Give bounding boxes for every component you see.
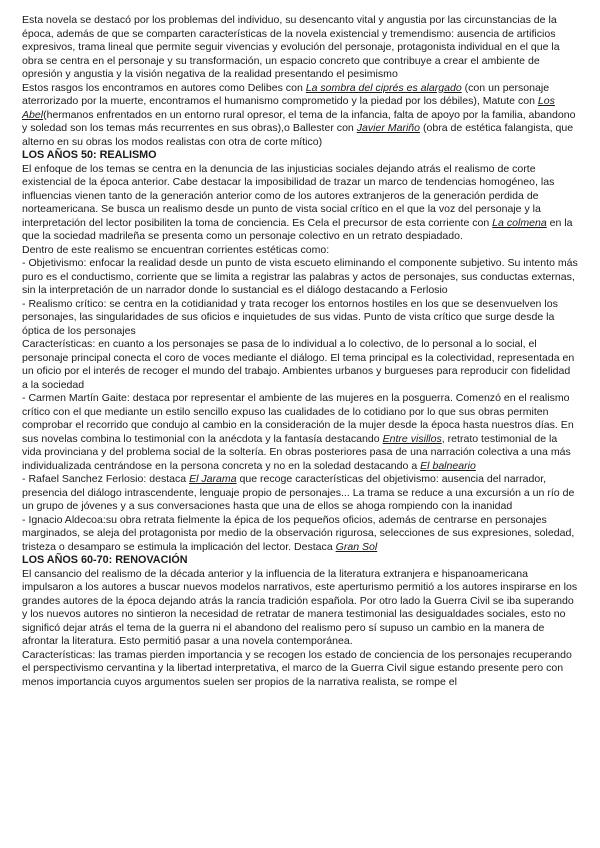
paragraph-text: Características: las tramas pierden importancia y se recogen los estado de conciencia de los personajes recuperando el perspectivismo cervantina y la libertad interpretativa, el marco de la Guerra Civil sigue estando presente pero con menos importancia cuyos argumentos suelen ser propios de la narrativa realista, se rompe el	[22, 648, 572, 688]
para-realismo-1	[22, 163, 578, 244]
paragraph-text: - Realismo crítico: se centra en la cotidianidad y trata recoger los entornos hostiles en los que se desenvuelven los personajes, las singularidades de sus oficios e inquietudes de sus vidas. Punto de vista crítico que surge desde la óptica de los personajes	[22, 297, 558, 337]
paragraph-text: que recoge características del objetivismo: ausencia del narrador, presencia del diálogo intrascendente, lenguaje propio de personajes... La trama se reduce a una excursión a un río de un grupo de jóvenes y a sus conversaciones hasta que una de ellos se ahoga rompiendo con la inanidad	[22, 473, 575, 512]
para-realismo-2	[22, 244, 578, 258]
heading-text: LOS AÑOS 60-70: RENOVACIÓN	[22, 554, 188, 566]
paragraph-text: - Rafael Sanchez Ferlosio: destaca	[22, 473, 190, 485]
para-realismo-critico	[22, 298, 578, 339]
work-title-link[interactable]: La colmena	[492, 216, 547, 229]
para-objetivismo	[22, 257, 578, 298]
para-aldecoa	[22, 514, 578, 555]
work-title-link[interactable]: Los Abel	[22, 95, 555, 121]
paragraph-text: - Ignacio Aldecoa:su obra retrata fielmente la épica de los pequeños oficios, además de centrarse en personajes marginados, se aleja del protagonista por medio de la observación rigurosa, selecciones de sus expresiones, soledad, tristeza o desamparo se estimula la implicación del lector. Destaca	[22, 513, 575, 553]
paragraph-text: Dentro de este realismo se encuentran corrientes estéticas como:	[22, 243, 330, 256]
paragraph-text: Esta novela se destacó por los problemas del individuo, su desencanto vital y angustia por las circunstancias de la época, además de que se comparten características de la novela existencial y tremendismo: ausencia de artificios expresivos, trama lineal que permite seguir vivencias y evolución del personaje, protagonista individual en el que la obra se centra en el personaje y su transformación, un espacio concreto que contribuye a crear el ambiente de opresión y angustia y la visión negativa de la realidad presentando el pesimismo	[22, 14, 560, 80]
work-title-link[interactable]: Gran Sol	[335, 540, 378, 553]
paragraph-text: (obra de estética falangista, que alterno en su obras los modos realistas con otra de corte mítico)	[22, 122, 574, 148]
paragraph-text: El cansancio del realismo de la década anterior y la influencia de la literatura extranjera e hispanoamericana impulsaron a los autores a buscar nuevos modelos narrativos, este aperturismo permitió a los autores inspirarse en los grandes autores de la época dejando atrás la rancia tradición española. Por otro lado la Guerra Civil se iba superando y los nuevos autores no sintieron la necesidad de retratar de manera testimonial las desigualdades sociales, esto no significó dejar atrás el tema de la guerra ni el abandono del realismo pero sí supuso un cambio en la manera de afrontar la literatura. Esto permitió pasar a una novela contemporánea.	[22, 567, 578, 647]
heading-anos-50	[22, 149, 578, 163]
paragraph-text: (hermanos enfrentados en un entorno rural opresor, el tema de la infancia, falta de apoyo por la familia, abandono y soledad son los temas más recurrentes en sus obras),o Ballester con	[22, 108, 576, 134]
para-intro-1	[22, 14, 578, 82]
para-caracteristicas-60	[22, 649, 578, 690]
para-renovacion-1	[22, 568, 578, 649]
paragraph-text: Características: en cuanto a los personajes se pasa de lo individual a lo colectivo, de lo personal a lo social, el personaje principal conecta el coro de voces mediante el diálogo. El tema principal es la colectividad, representada en un oficio por el interés de recoger el mundo del trabajo. Ambientes urbanos y burgueses para reproducir con fidelidad a la sociedad	[22, 338, 575, 391]
para-intro-2	[22, 82, 578, 150]
work-title-link[interactable]: El Jarama	[189, 473, 237, 485]
work-title-link[interactable]: Javier Mariño	[356, 122, 421, 134]
heading-text: LOS AÑOS 50: REALISMO	[22, 149, 157, 161]
paragraph-text: (con un personaje aterrorizado por la muerte, encontramos el humanismo comprometido y la piedad por los débiles), Matute con	[22, 81, 550, 107]
work-title-link[interactable]: Entre visillos	[382, 432, 442, 445]
para-martin-gaite	[22, 392, 578, 473]
paragraph-text: , retrato testimonial de la vida provinciana y del problema social de la soltería. En obras posteriores pasa de una narración colectiva a una más individualizada centrándose en la persona concreta y no en la soledad destacando a	[22, 432, 571, 472]
work-title-link[interactable]: La sombra del ciprés es alargado	[305, 81, 462, 94]
paragraph-text: - Carmen Martín Gaite: destaca por representar el ambiente de las mujeres en la posguerra. Comenzó en el realismo crítico con el que mediante un estilo sencillo expuso las cualidades de lo cotidiano por lo que sus obras permiten comprobar el recorrido que condujo al cambio en la consideración de la mujer desde la época hasta nuestros días. En sus novelas combina lo testimonial con la anécdota y la fantasía destacando	[22, 392, 574, 445]
paragraph-text: Estos rasgos los encontramos en autores como Delibes con	[22, 81, 306, 94]
work-title-link[interactable]: El balneario	[420, 459, 476, 472]
para-ferlosio	[22, 473, 578, 514]
para-caracteristicas-50	[22, 338, 578, 392]
paragraph-text: en la que la sociedad madrileña se presenta como un personaje colectivo en un retrato despiadado.	[22, 216, 573, 242]
paragraph-text: El enfoque de los temas se centra en la denuncia de las injusticias sociales dejando atrás el realismo de corte existencial de la época anterior. Cabe destacar la imposibilidad de trazar un marco de tendencias homogéneo, las influencias vienen tanto de la generación anterior como de los autores extranjeros de la generación perdida de norteamericana. Se busca un realismo desde un punto de vista social crítico en el que la voz del personaje y la interpretación del lector posibiliten la toma de conciencia. Es Cela el precursor de esta corriente con	[22, 162, 555, 229]
heading-anos-60-70	[22, 554, 578, 568]
paragraph-text: - Objetivismo: enfocar la realidad desde un punto de vista escueto eliminando el componente subjetivo. Su intento más puro es el conductismo, corriente que se limita a registrar las palabras y actos de personajes, sus conductas externas, sin la interpretación de un narrador donde lo sustancial es el diálogo destacando a Ferlosio	[22, 257, 578, 296]
